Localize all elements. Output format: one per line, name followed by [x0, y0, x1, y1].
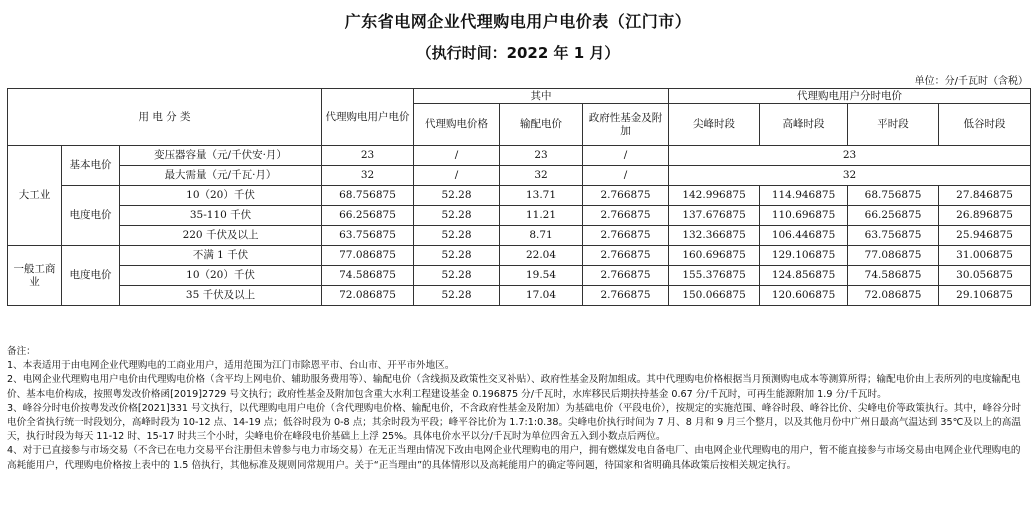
note-1: 1、本表适用于由电网企业代理购电的工商业用户，适用范围为江门市除恩平市、台山市、开平市外地区。 — [7, 360, 455, 372]
notes-section — [7, 345, 1029, 473]
row-label: 35 千伏及以上 — [120, 286, 322, 306]
header-agent-price: 代理购电用户电价 — [322, 89, 414, 146]
cell-high: 120.606875 — [760, 286, 848, 306]
cell-peak: 142.996875 — [669, 186, 760, 206]
group-general-commercial: 一般工商业 — [8, 246, 62, 306]
note-2: 2、电网企业代理购电用户电价由代理购电价格（含平均上网电价、辅助服务费用等）、输配电价（含线损及政策性交叉补贴）、政府性基金及附加组成。其中代理购电价格根据当月预测购电成本等测算所得；输配电价由上表所列的电度输配电价、基本电价构成，按照粤发改价格函[2019]2729 号文执行；政府性基金及附加包含重大水利工程建设基金 0.196875 分/千瓦时，水库移民后期扶持基金 0.67 分/千瓦时，可再生能源附加 1.9 分/千瓦时。 — [7, 374, 1021, 400]
cell-transmission: 23 — [500, 146, 583, 166]
cell-fund: 2.766875 — [583, 286, 669, 306]
header-of-which: 其中 — [414, 89, 669, 104]
header-government-fund: 政府性基金及附加 — [583, 104, 669, 146]
row-label: 10（20）千伏 — [120, 266, 322, 286]
subgroup-basic-price: 基本电价 — [62, 146, 120, 186]
cell-flat: 66.256875 — [848, 206, 939, 226]
table-row — [8, 186, 1031, 206]
row-label: 10（20）千伏 — [120, 186, 322, 206]
cell-agent-price: 23 — [322, 146, 414, 166]
header-peak: 尖峰时段 — [669, 104, 760, 146]
cell-fund: / — [583, 146, 669, 166]
table-row — [8, 166, 1031, 186]
subgroup-energy-price: 电度电价 — [62, 186, 120, 246]
cell-agent-price: 68.756875 — [322, 186, 414, 206]
header-transmission: 输配电价 — [500, 104, 583, 146]
cell-peak: 132.366875 — [669, 226, 760, 246]
page-title: 广东省电网企业代理购电用户电价表（江门市） — [344, 12, 692, 31]
cell-valley: 27.846875 — [939, 186, 1031, 206]
cell-flat: 72.086875 — [848, 286, 939, 306]
cell-fund: / — [583, 166, 669, 186]
cell-agent-price: 66.256875 — [322, 206, 414, 226]
cell-high: 114.946875 — [760, 186, 848, 206]
table-row — [8, 146, 1031, 166]
cell-fund: 2.766875 — [583, 266, 669, 286]
cell-flat: 74.586875 — [848, 266, 939, 286]
price-table — [7, 88, 1031, 306]
table-row — [8, 286, 1031, 306]
row-label: 最大需量（元/千瓦·月） — [120, 166, 322, 186]
row-label: 变压器容量（元/千伏安·月） — [120, 146, 322, 166]
cell-transmission: 17.04 — [500, 286, 583, 306]
cell-tou-merged: 32 — [669, 166, 1031, 186]
table-row — [8, 246, 1031, 266]
header-high: 高峰时段 — [760, 104, 848, 146]
header-tou-group: 代理购电用户分时电价 — [669, 89, 1031, 104]
cell-purchase: 52.28 — [414, 226, 500, 246]
cell-flat: 68.756875 — [848, 186, 939, 206]
cell-valley: 31.006875 — [939, 246, 1031, 266]
cell-purchase: 52.28 — [414, 186, 500, 206]
cell-agent-price: 72.086875 — [322, 286, 414, 306]
cell-purchase: 52.28 — [414, 246, 500, 266]
cell-flat: 77.086875 — [848, 246, 939, 266]
cell-transmission: 19.54 — [500, 266, 583, 286]
cell-purchase: 52.28 — [414, 266, 500, 286]
cell-flat: 63.756875 — [848, 226, 939, 246]
cell-high: 124.856875 — [760, 266, 848, 286]
table-row — [8, 206, 1031, 226]
note-3: 3、峰谷分时电价按粤发改价格[2021]331 号文执行，以代理购电用户电价（含代理购电价格、输配电价，不含政府性基金及附加）为基础电价（平段电价），按规定的实施范围、峰谷时段、峰谷比价、尖峰电价等政策执行。其中，峰谷分时电价全省执行统一时段划分，高峰时段为 10-12 点、14-19 点；低谷时段为 0-8 点；其余时段为平段；峰平谷比价为 1.7:1:0.38。尖峰电价执行时间为 7 月、8 月和 9 月三个整月，以及其他月份中广州日最高气温达到 35℃及以上的高温天，执行时段为每天 11-12 时、15-17 时共三个小时，尖峰电价在峰段电价基础上上浮 25%。具体电价水平以分/千瓦时为单位四舍五入到小数点后两位。 — [7, 402, 1021, 443]
cell-transmission: 22.04 — [500, 246, 583, 266]
cell-peak: 160.696875 — [669, 246, 760, 266]
cell-agent-price: 63.756875 — [322, 226, 414, 246]
page-subtitle: （执行时间：2022 年 1 月） — [416, 44, 620, 62]
cell-fund: 2.766875 — [583, 206, 669, 226]
cell-purchase: / — [414, 146, 500, 166]
header-flat: 平时段 — [848, 104, 939, 146]
cell-fund: 2.766875 — [583, 226, 669, 246]
cell-valley: 26.896875 — [939, 206, 1031, 226]
cell-agent-price: 77.086875 — [322, 246, 414, 266]
header-valley: 低谷时段 — [939, 104, 1031, 146]
cell-high: 129.106875 — [760, 246, 848, 266]
row-label: 220 千伏及以上 — [120, 226, 322, 246]
cell-transmission: 8.71 — [500, 226, 583, 246]
table-row — [8, 226, 1031, 246]
cell-purchase: / — [414, 166, 500, 186]
cell-transmission: 11.21 — [500, 206, 583, 226]
cell-fund: 2.766875 — [583, 246, 669, 266]
cell-transmission: 32 — [500, 166, 583, 186]
cell-agent-price: 32 — [322, 166, 414, 186]
cell-peak: 137.676875 — [669, 206, 760, 226]
cell-valley: 29.106875 — [939, 286, 1031, 306]
cell-fund: 2.766875 — [583, 186, 669, 206]
group-large-industry: 大工业 — [8, 146, 62, 246]
cell-valley: 25.946875 — [939, 226, 1031, 246]
header-agent-purchase: 代理购电价格 — [414, 104, 500, 146]
cell-purchase: 52.28 — [414, 286, 500, 306]
cell-transmission: 13.71 — [500, 186, 583, 206]
note-4: 4、对于已直接参与市场交易（不含已在电力交易平台注册但未曾参与电力市场交易）在无正当理由情况下改由电网企业代理购电的用户，拥有燃煤发电自备电厂、由电网企业代理购电的用户，暂不能直接参与市场交易由电网企业代理购电的高耗能用户，代理购电价格按上表中的 1.5 倍执行，其他标准及规则同常规用户。关于“正当理由”的具体情形以及高耗能用户的确定等问题，待国家和省明确具体政策后按相关规定执行。 — [7, 445, 1021, 471]
row-label: 35-110 千伏 — [120, 206, 322, 226]
row-label: 不满 1 千伏 — [120, 246, 322, 266]
header-category: 用 电 分 类 — [8, 89, 322, 146]
subgroup-energy-price: 电度电价 — [62, 246, 120, 306]
cell-agent-price: 74.586875 — [322, 266, 414, 286]
notes-heading: 备注： — [7, 346, 36, 357]
cell-high: 110.696875 — [760, 206, 848, 226]
cell-high: 106.446875 — [760, 226, 848, 246]
cell-peak: 150.066875 — [669, 286, 760, 306]
table-row — [8, 266, 1031, 286]
cell-peak: 155.376875 — [669, 266, 760, 286]
cell-valley: 30.056875 — [939, 266, 1031, 286]
cell-purchase: 52.28 — [414, 206, 500, 226]
cell-tou-merged: 23 — [669, 146, 1031, 166]
unit-label: 单位：分/千瓦时（含税） — [914, 76, 1028, 87]
